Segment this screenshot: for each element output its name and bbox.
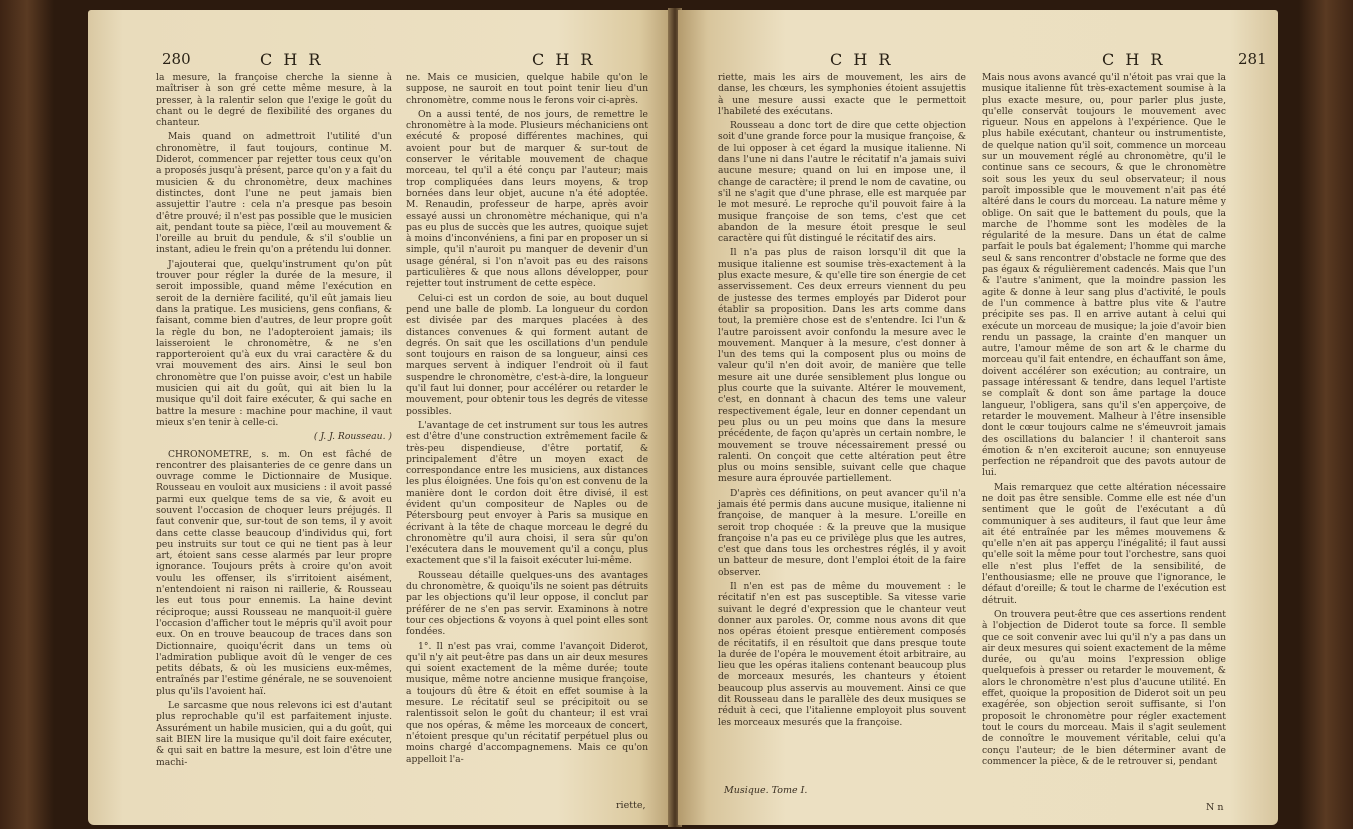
paragraph: CHRONOMETRE, s. m. On est fâché de rencontrer des plaisanteries de ce genre dans un ouvrage comme le Dictionnaire de Musique. Rousseau en vouloit aux musiciens : il avoit passé parmi eux quelque tems de sa vie, & avoit eu souvent l'occasion de choquer leurs préjugés. Il faut convenir que, sur-tout de son tems, il y avoit dans cette classe beaucoup d'individus qui, fort peu instruits sur tout ce qui ne tient pas à leur art, étoient sans cesse alarmés par leur propre ignorance. Toujours prêts à croire qu'on avoit voulu les offenser, ils s'irritoient aisément, n'entendoient ni raison ni raillerie, & Rousseau les eut tous pour ennemis. La haine devint réciproque; aussi Rousseau ne manquoit-il guère l'occasion d'afficher tout le mépris qu'il avoit pour eux. On en trouve beaucoup de traces dans son Dictionnaire, quoiqu'écrit dans un tems où l'admiration publique avoit dû le venger de ces petits débats, & où les musiciens eux-mêmes, entraînés par l'estime générale, ne se souvenoient plus qu'ils l'avoient haï.	[156, 448, 392, 697]
paragraph: Mais nous avons avancé qu'il n'étoit pas vrai que la musique italienne fût très-exactement soumise à la plus exacte mesure, ou, pour parler plus juste, qu'elle conservât toujours le mouvement avec rigueur. Nous en appelons à l'expérience. Que le plus habile exécutant, chanteur ou instrumentiste, de quelque nation qu'il soit, commence un morceau sur un mouvement réglé au chronomètre, qu'il le continue sans ce secours, & que le chronomètre soit sous les yeux du seul observateur; il nous paroît impossible que le mouvement n'ait pas été altéré dans le cours du morceau. La nature même y oblige. On sait que le battement du pouls, que la marche de l'homme sont les modèles de la régularité de la mesure. Dans un état de calme parfait le pouls bat également; l'homme qui marche seul & sans rencontrer d'obstacle ne forme que des pas égaux & régulièrement cadencés. Mais que l'un & l'autre s'animent, que la moindre passion les agite & donne à leur sang plus d'activité, le pouls de l'un commence à battre plus vite & l'autre précipite ses pas. Il en arrive autant à celui qui exécute un morceau de musique; la joie d'avoir bien rendu un passage, la crainte d'en manquer un autre, l'amour même de son art & le charme du morceau qu'il fait entendre, en échauffant son âme, doivent accélérer son exécution; au contraire, un passage intéressant & tendre, dans lequel l'artiste se complaît & dont son âme partage la douce langueur, l'obligera, sans qu'il s'en apperçoive, de retarder le mouvement. Malheur à l'être insensible dont le cœur toujours calme ne s'émeuvroit jamais des oscillations du balancier ! il chanteroit sans émotion & n'en exciteroit aucune; son ennuyeuse perfection ne répandroit que des pavots autour de lui.	[982, 72, 1226, 479]
paragraph: Rousseau détaille quelques-uns des avantages du chronomètre, & quoiqu'ils ne soient pas détruits par les objections qu'il leur oppose, il conclut par préférer de ne s'en pas servir. Examinons à notre tour ces objections & voyons à quel point elles sont fondées.	[406, 569, 648, 638]
paragraph: On trouvera peut-être que ces assertions rendent à l'objection de Diderot toute sa force. Il semble que ce soit convenir avec lui qu'il n'y a pas dans un air deux mesures qui soient exactement de la même durée, ou qu'au moins l'expression oblige quelquefois à presser ou retarder le mouvement, & alors le chronomètre n'est plus d'aucune utilité. En effet, quoique la proposition de Diderot soit un peu exagérée, son objection seroit suffisante, si l'on proposoit le chronomètre pour régler exactement tout le cours du morceau. Mais il s'agit seulement de connoître le mouvement véritable, celui qu'a conçu l'auteur; de le bien déterminer avant de commencer la pièce, & de le retrouver si, pendant	[982, 608, 1226, 767]
paragraph: Mais remarquez que cette altération nécessaire ne doit pas être sensible. Comme elle est née d'un sentiment que le goût de l'exécutant a dû communiquer à ses auditeurs, il faut que leur âme ait été entraînée par les mêmes mouvemens & qu'elle n'en ait pas apperçu l'inégalité; il faut aussi qu'elle soit la même pour tout l'orchestre, sans quoi elle n'est plus l'effet de la sensibilité, de l'enthousiasme; elle ne prouve que l'ignorance, le défaut d'oreille; & tout le charme de l'exécution est détruit.	[982, 481, 1226, 606]
running-head-left-col1: C H R	[260, 50, 324, 69]
paragraph: Le sarcasme que nous relevons ici est d'autant plus reprochable qu'il est parfaitement injuste. Assurément un habile musicien, qui a du goût, qui sait BIEN lire la musique qu'il doit faire exécuter, & qui sait en battre la mesure, est loin d'être une machi-	[156, 700, 392, 768]
left-page-column-2	[406, 72, 648, 768]
volume-footer: Musique. Tome I.	[724, 785, 808, 796]
paragraph: L'avantage de cet instrument sur tous les autres est d'être d'une construction extrêmement facile & très-peu dispendieuse, d'être portatif, & principalement d'être un moyen exact de correspondance entre les musiciens, aux distances les plus éloignées. Une fois qu'on est convenu de la manière dont le cordon doit être divisé, il est évident qu'un compositeur de Naples ou de Pétersbourg peut envoyer à Paris sa musique en écrivant à la tête de chaque morceau le degré du chronomètre qu'il aura choisi, il sera sûr qu'on l'exécutera dans le mouvement qu'il a conçu, plus exactement que s'il la faisoit exécuter lui-même.	[406, 419, 648, 567]
signature: ( J. J. Rousseau. )	[313, 431, 392, 443]
paragraph: la mesure, la françoise cherche la sienne à maîtriser à son gré cette même mesure, à la presser, à la ralentir selon que l'exige le goût du chant ou le degré de flexibilité des organes du chanteur.	[156, 72, 392, 129]
running-head-left-col2: C H R	[532, 50, 596, 69]
page-number-right: 281	[1238, 50, 1267, 68]
paragraph: Rousseau a donc tort de dire que cette objection soit d'une grande force pour la musique françoise, & de lui opposer à cet égard la musique italienne. Ni dans l'une ni dans l'autre le récitatif n'a jamais suivi aucune mesure; quand on lui en impose une, il change de caractère; il prend le nom de cavatine, ou s'il ne s'agit que d'une phrase, elle est marquée par le mot mesuré. Le reproche qu'il pouvoit faire à la musique françoise de son tems, c'est que cet abandon de la mesure étoit presque le seul caractère qui fût distingué le récitatif des airs.	[718, 120, 966, 245]
paragraph: On a aussi tenté, de nos jours, de remettre le chronomètre à la mode. Plusieurs méchaniciens ont exécuté & proposé différentes machines, qui avoient pour but de marquer & sur-tout de conserver le véritable mouvement de chaque morceau, tel qu'il a été conçu par l'auteur; mais trop compliquées dans leurs moyens, & trop bornées dans leur objet, aucune n'a été adoptée. M. Renaudin, professeur de harpe, après avoir essayé aussi un chronomètre méchanique, qui n'a pas eu plus de succès que les autres, quoique sujet à moins d'inconvéniens, a fini par en proposer un si simple, qu'il n'auroit pu manquer de devenir d'un usage général, si l'on n'avoit pas eu des raisons particulières & que nous allons développer, pour rejetter tout instrument de cette espèce.	[406, 108, 648, 290]
right-page-column-1	[718, 72, 966, 731]
catchword: riette,	[616, 800, 646, 811]
paragraph: riette, mais les airs de mouvement, les airs de danse, les chœurs, les symphonies étoient assujettis à une mesure aussi exacte que le permettoit l'habileté des exécutans.	[718, 72, 966, 117]
paragraph: Mais quand on admettroit l'utilité d'un chronomètre, il faut toujours, continue M. Diderot, commencer par rejetter tous ceux qu'on a proposés jusqu'à présent, parce qu'on y a fait du musicien & du chronomètre, deux machines distinctes, dont l'une ne peut jamais bien assujettir l'autre : cela n'a presque pas besoin d'être prouvé; il n'est pas possible que le musicien ait, pendant toute sa pièce, l'œil au mouvement & l'oreille au bruit du pendule, & s'il s'oublie un instant, adieu le frein qu'on a prétendu lui donner.	[156, 131, 392, 256]
running-head-right-col1: C H R	[830, 50, 894, 69]
paragraph: D'après ces définitions, on peut avancer qu'il n'a jamais été permis dans aucune musique, italienne ni françoise, de manquer à la mesure. L'oreille en seroit trop choquée : & la preuve que la musique françoise n'a pas eu ce privilège plus que les autres, c'est que dans tous les orchestres réglés, il y avoit un batteur de mesure, dont l'emploi étoit de la faire observer.	[718, 487, 966, 578]
paragraph: 1°. Il n'est pas vrai, comme l'avançoit Diderot, qu'il n'y ait peut-être pas dans un air deux mesures qui soient exactement de la même durée; toute musique, même notre ancienne musique françoise, a toujours dû être & étoit en effet soumise à la mesure. Le récitatif seul se précipitoit ou se ralentissoit selon le goût du chanteur; il est vrai que nos opéras, & même les morceaux de concert, n'étoient presque qu'un récitatif perpétuel plus ou moins chargé d'accompagnemens. Mais ce qu'on appelloit l'a-	[406, 640, 648, 765]
running-head-right-col2: C H R	[1102, 50, 1166, 69]
page-number-left: 280	[162, 50, 191, 68]
paragraph: J'ajouterai que, quelqu'instrument qu'on pût trouver pour régler la durée de la mesure, il seroit impossible, quand même l'exécution en seroit de la dernière facilité, qu'il eût jamais lieu dans la pratique. Les musiciens, gens confians, & faisant, comme bien d'autres, de leur propre goût la règle du bon, ne l'adopteroient jamais; ils laisseroient le chronomètre, & ne s'en rapporteroient qu'à eux du vrai caractère & du vrai mouvement des airs. Ainsi le seul bon chronomètre que l'on puisse avoir, c'est un habile musicien qui ait du goût, qui ait bien lu la musique qu'il doit faire exécuter, & qui sache en battre la mesure : machine pour machine, il vaut mieux s'en tenir à celle-ci.	[156, 258, 392, 428]
left-page	[88, 10, 674, 825]
right-page	[678, 10, 1278, 825]
paragraph: Il n'a pas plus de raison lorsqu'il dit que la musique italienne est soumise très-exactement à la plus exacte mesure, & qu'elle tire son énergie de cet asservissement. Ces deux erreurs viennent du peu de justesse des termes employés par Diderot pour établir sa proposition. Dans les arts comme dans tout, la première chose est de s'entendre. Ici l'un & l'autre paroissent avoir confondu la mesure avec le mouvement. Manquer à la mesure, c'est donner à l'un des tems qui la composent plus ou moins de valeur qu'il n'en doit avoir, de manière que telle mesure ait une durée sensiblement plus longue ou plus courte que la suivante. Altérer le mouvement, c'est, en donnant à chacun des tems une valeur respectivement égale, leur en donner cependant un peu plus ou un peu moins que dans la mesure précédente, de façon qu'après un certain nombre, le mouvement se trouve nécessairement pressé ou ralenti. On conçoit que cette altération peut être plus ou moins sensible, suivant celle que chaque mesure aura éprouvée partiellement.	[718, 247, 966, 485]
paragraph: ne. Mais ce musicien, quelque habile qu'on le suppose, ne sauroit en tout point tenir lieu d'un chronomètre, comme nous le ferons voir ci-après.	[406, 72, 648, 106]
right-page-column-2	[982, 72, 1226, 770]
paragraph: Celui-ci est un cordon de soie, au bout duquel pend une balle de plomb. La longueur du cordon est divisée par des marques placées à des distances convenues & qui forment autant de degrés. On sait que les oscillations d'un pendule sont toujours en raison de sa longueur, ainsi ces marques servent à indiquer l'endroit où il faut suspendre le chronomètre, c'est-à-dire, la longueur qu'il faut lui donner, pour accélérer ou retarder le mouvement, pour obtenir tous les degrés de vitesse possibles.	[406, 292, 648, 417]
paragraph: Il n'en est pas de même du mouvement : le récitatif n'en est pas susceptible. Sa vitesse varie suivant le degré d'expression que le chanteur veut donner aux paroles. Or, comme nous avons dit que nos opéras étoient presque entièrement composés de récitatifs, il en résultoit que dans presque toute la durée de l'opéra le mouvement étoit arbitraire, au lieu que les opéras italiens contenant beaucoup plus de morceaux mesurés, les chanteurs y étoient beaucoup plus asservis au mouvement. Ainsi ce que dit Rousseau dans le parallèle des deux musiques se réduit à ceci, que l'italienne employoit plus souvent les morceaux mesurés que la françoise.	[718, 581, 966, 728]
signature-mark: N n	[1206, 802, 1224, 813]
left-page-column-1	[156, 72, 392, 771]
